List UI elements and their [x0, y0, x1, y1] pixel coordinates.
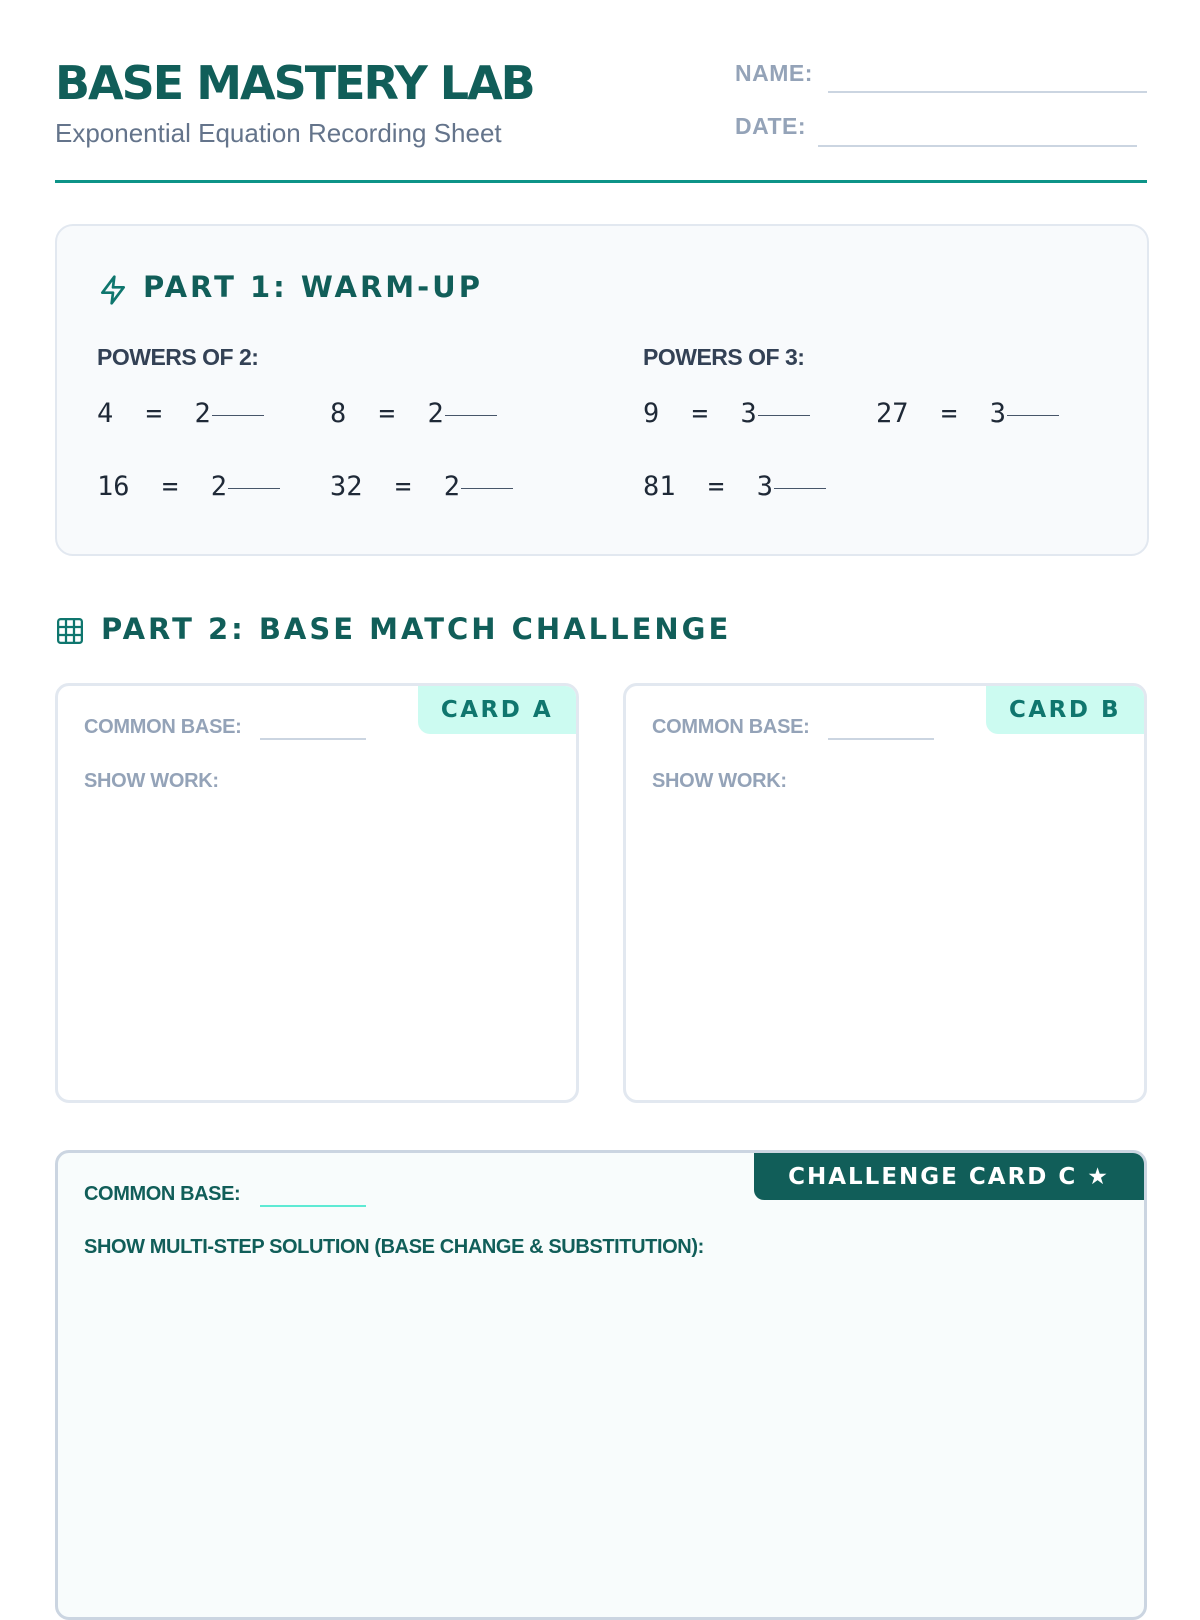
- exponent-blank[interactable]: [774, 488, 826, 489]
- powers-of-2-label: POWERS OF 2:: [97, 344, 259, 370]
- card-a-common-base-field[interactable]: [260, 738, 366, 740]
- part1-title: PART 1: WARM-UP: [143, 270, 483, 304]
- equation-81: 81 = 3: [643, 471, 826, 502]
- card-a-work-area[interactable]: [78, 806, 556, 1080]
- card-c-common-base-label: COMMON BASE:: [84, 1183, 241, 1205]
- name-field[interactable]: [828, 91, 1147, 93]
- exponent-blank[interactable]: [461, 488, 513, 489]
- equation-9: 9 = 3: [643, 398, 810, 429]
- exponent-blank[interactable]: [1007, 415, 1059, 416]
- exponent-blank[interactable]: [445, 415, 497, 416]
- card-b-common-base-field[interactable]: [828, 738, 934, 740]
- exponent-blank[interactable]: [212, 415, 264, 416]
- card-b-work-area[interactable]: [646, 806, 1124, 1080]
- worksheet-page: [55, 0, 1147, 1600]
- exponent-blank[interactable]: [228, 488, 280, 489]
- card-a-common-base-label: COMMON BASE:: [84, 716, 242, 738]
- date-label: DATE:: [735, 113, 807, 139]
- warmup-section: [55, 224, 1149, 556]
- grid-icon: [55, 616, 85, 646]
- page-subtitle: Exponential Equation Recording Sheet: [55, 118, 502, 148]
- equation-32: 32 = 2: [330, 471, 513, 502]
- equation-27: 27 = 3: [876, 398, 1059, 429]
- card-c-work-area[interactable]: [78, 1273, 1124, 1597]
- exponent-blank[interactable]: [758, 415, 810, 416]
- equation-16: 16 = 2: [97, 471, 280, 502]
- card-a-show-work-label: SHOW WORK:: [84, 770, 219, 792]
- name-label: NAME:: [735, 60, 813, 86]
- equation-4: 4 = 2: [97, 398, 264, 429]
- lightning-icon: [97, 274, 129, 306]
- card-a-tab: CARD A: [418, 686, 576, 734]
- page-title: BASE MASTERY LAB: [55, 56, 534, 110]
- card-b: [623, 683, 1147, 1103]
- equation-8: 8 = 2: [330, 398, 497, 429]
- card-b-tab: CARD B: [986, 686, 1144, 734]
- powers-of-3-label: POWERS OF 3:: [643, 344, 805, 370]
- card-b-show-work-label: SHOW WORK:: [652, 770, 787, 792]
- card-a: [55, 683, 579, 1103]
- part2-title: PART 2: BASE MATCH CHALLENGE: [101, 612, 732, 646]
- card-b-common-base-label: COMMON BASE:: [652, 716, 810, 738]
- card-c-common-base-field[interactable]: [260, 1205, 366, 1207]
- challenge-card-c: [55, 1150, 1147, 1620]
- card-c-show-work-label: SHOW MULTI-STEP SOLUTION (BASE CHANGE & SUBSTITUTION):: [84, 1236, 704, 1258]
- date-field[interactable]: [818, 145, 1137, 147]
- challenge-card-c-tab: CHALLENGE CARD C ★: [754, 1153, 1144, 1200]
- header-divider: [55, 180, 1147, 183]
